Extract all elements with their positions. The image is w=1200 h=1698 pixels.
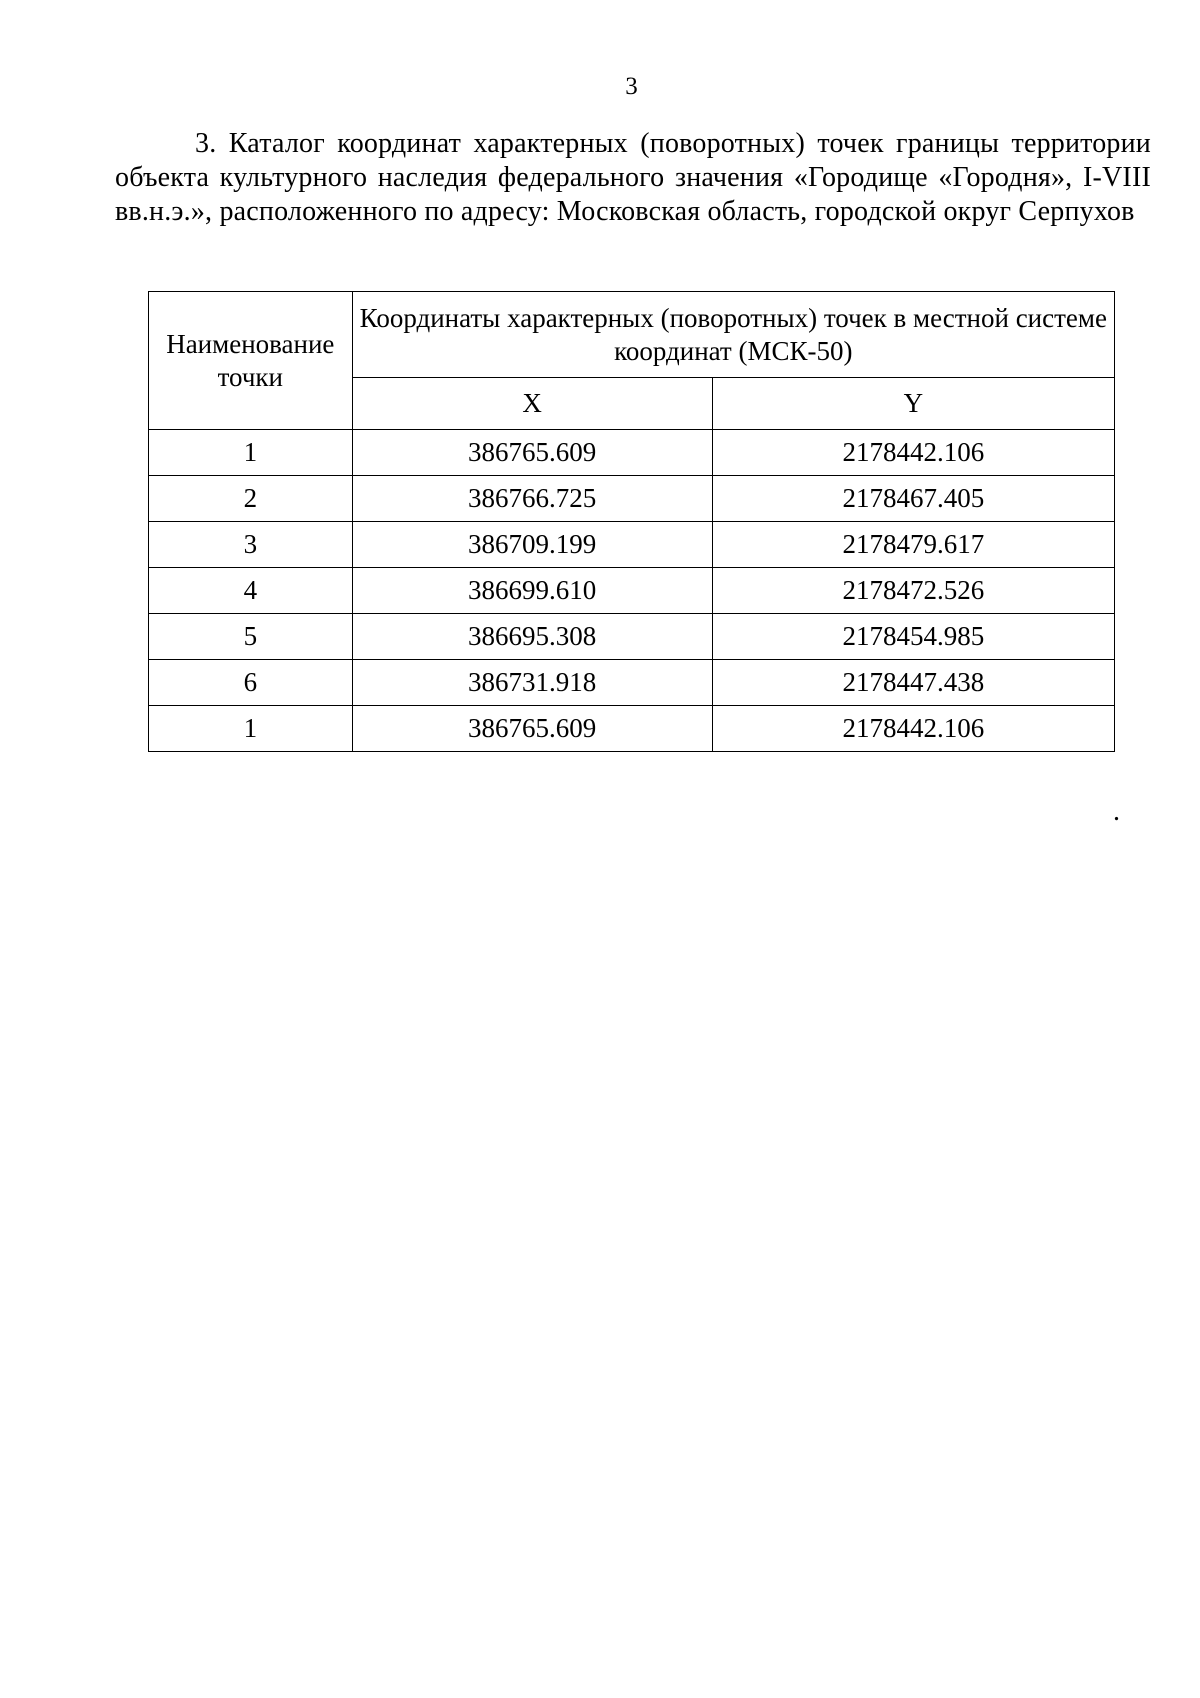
cell-y: 2178454.985: [712, 614, 1114, 660]
coordinates-table: [148, 291, 1115, 752]
trailing-mark: .: [1113, 796, 1120, 827]
cell-point: 5: [149, 614, 353, 660]
cell-x: 386695.308: [352, 614, 712, 660]
header-x: X: [352, 378, 712, 430]
catalog-heading-paragraph: 3. Каталог координат характерных (поворотных) точек границы территории объекта культурного наследия федерального значения «Городище «Городня», I-VIII вв.н.э.», расположенного по адресу: Московская область, городской округ Серпухов: [115, 128, 1151, 227]
table-header-row: [149, 292, 1115, 378]
cell-point: 3: [149, 522, 353, 568]
cell-y: 2178447.438: [712, 660, 1114, 706]
header-coordinates: Координаты характерных (поворотных) точек в местной системе координат (МСК-50): [352, 292, 1114, 378]
cell-y: 2178467.405: [712, 476, 1114, 522]
cell-y: 2178442.106: [712, 430, 1114, 476]
cell-point: 6: [149, 660, 353, 706]
table-row: [149, 660, 1115, 706]
cell-x: 386765.609: [352, 430, 712, 476]
table-row: [149, 430, 1115, 476]
header-point-name: Наименование точки: [149, 292, 353, 430]
table-row: [149, 476, 1115, 522]
cell-x: 386709.199: [352, 522, 712, 568]
table-row: [149, 568, 1115, 614]
cell-y: 2178479.617: [712, 522, 1114, 568]
header-y: Y: [712, 378, 1114, 430]
cell-point: 2: [149, 476, 353, 522]
table-row: [149, 522, 1115, 568]
cell-point: 1: [149, 706, 353, 752]
cell-point: 1: [149, 430, 353, 476]
cell-y: 2178472.526: [712, 568, 1114, 614]
cell-x: 386766.725: [352, 476, 712, 522]
cell-x: 386731.918: [352, 660, 712, 706]
cell-x: 386699.610: [352, 568, 712, 614]
cell-x: 386765.609: [352, 706, 712, 752]
cell-y: 2178442.106: [712, 706, 1114, 752]
cell-point: 4: [149, 568, 353, 614]
table-row: [149, 706, 1115, 752]
page-number: 3: [625, 73, 638, 100]
table-row: [149, 614, 1115, 660]
